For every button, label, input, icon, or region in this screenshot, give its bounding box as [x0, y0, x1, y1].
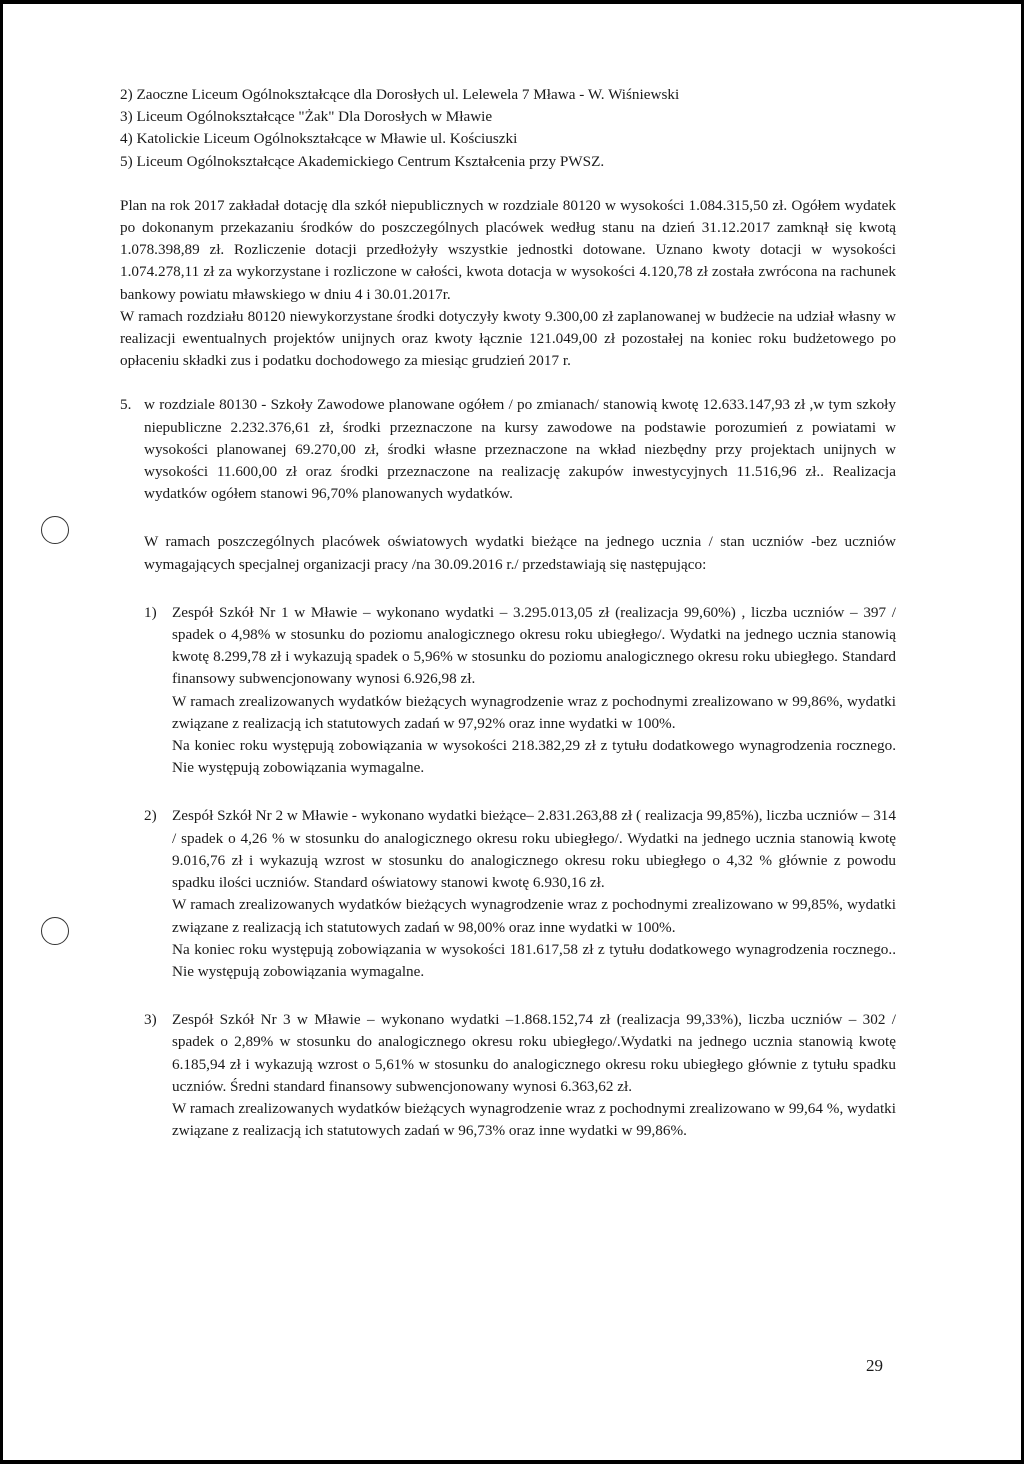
plan-paragraph: Plan na rok 2017 zakładał dotację dla szkół niepublicznych w rozdziale 80120 w wysokości 1.084.315,50 zł. Ogółem wydatek po dokonanym przekazaniu środków do poszczególnych placówek według stanu na dzień 31.12.2017 zamknął się kwotą 1.078.398,89 zł. Rozliczenie dotacji przedłożyły wszystkie jednostki dotowane. Uznano kwoty dotacji w wysokości 1.074.278,11 zł za wykorzystane i rozliczone w całości, kwota dotacja w wysokości 4.120,78 zł została zwrócona na rachunek bankowy powiatu mławskiego w dniu 4 i 30.01.2017r.	[120, 196, 896, 303]
document-body	[120, 84, 896, 1142]
item-number: 2)	[144, 807, 157, 825]
page-number: 29	[866, 1356, 883, 1375]
binder-hole-icon	[41, 516, 69, 544]
scan-border-top	[0, 0, 1024, 4]
item-text: Zespół Szkół Nr 1 w Mławie – wykonano wydatki – 3.295.013,05 zł (realizacja 99,60%) , liczba uczniów – 397 / spadek o 4,98% w stosunku do poziomu analogicznego okresu roku ubiegłego/. Wydatki na jednego ucznia stanowią kwotę 8.299,78 zł i wykazują spadek o 5,96% w stosunku do poziomu analogicznego okresu roku ubiegłego. Standard finansowy subwencjonowany wynosi 6.926,98 zł.	[172, 603, 896, 688]
item-number: 3)	[144, 1011, 157, 1029]
item-paragraph: W ramach zrealizowanych wydatków bieżących wynagrodzenie wraz z pochodnymi zrealizowano w 99,64 %, wydatki związane z realizacją ich statutowych zadań w 96,73% oraz inne wydatki w 99,86%.	[172, 1099, 896, 1140]
item-paragraph: W ramach zrealizowanych wydatków bieżących wynagrodzenie wraz z pochodnymi zrealizowano w 99,85%, wydatki związane z realizacją ich statutowych zadań w 98,00% oraz inne wydatki w 100%.	[172, 896, 896, 936]
list-item	[144, 805, 896, 894]
per-student-paragraph: W ramach poszczególnych placówek oświatowych wydatki bieżące na jednego ucznia / stan uczniów -bez uczniów wymagających specjalnej organizacji pracy /na 30.09.2016 r./ przedstawiają się następująco:	[144, 533, 896, 573]
item-number: 1)	[144, 603, 157, 621]
school-list-item: 5) Liceum Ogólnokształcące Akademickiego Centrum Kształcenia przy PWSZ.	[120, 152, 605, 170]
item-paragraph: W ramach zrealizowanych wydatków bieżących wynagrodzenie wraz z pochodnymi zrealizowano w 99,86%, wydatki związane z realizacją ich statutowych zadań w 97,92% oraz inne wydatki w 100%.	[172, 692, 896, 732]
binder-hole-icon	[41, 917, 69, 945]
unused-funds-paragraph: W ramach rozdziału 80120 niewykorzystane środki dotyczyły kwoty 9.300,00 zł zaplanowanej w budżecie na udział własny w realizacji ewentualnych projektów unijnych oraz kwoty łącznie 121.049,00 zł pozostałej na koniec roku budżetowego po opłaceniu składki zus i podatku dochodowego za miesiąc grudzień 2017 r.	[120, 307, 896, 370]
section-number: 5.	[120, 396, 132, 414]
list-item	[144, 1009, 896, 1098]
item-paragraph: Na koniec roku występują zobowiązania w wysokości 181.617,58 zł z tytułu dodatkowego wynagrodzenia rocznego.. Nie występują zobowiązania wymagalne.	[172, 940, 896, 980]
scan-border-bottom	[0, 1460, 1024, 1464]
school-list-item: 2) Zaoczne Liceum Ogólnokształcące dla Dorosłych ul. Lelewela 7 Mława - W. Wiśniewski	[120, 86, 680, 103]
scan-border-left	[0, 0, 3, 1464]
section-5	[120, 394, 896, 505]
list-item	[144, 602, 896, 691]
section-text: w rozdziale 80130 - Szkoły Zawodowe planowane ogółem / po zmianach/ stanowią kwotę 12.633.147,93 zł ,w tym szkoły niepubliczne 2.232.376,61 zł, środki przeznaczone na kursy zawodowe na podstawie porozumień z powiatami w wysokości planowanej 69.270,00 zł, środki własne przeznaczone na wkład niezbędny przy projektach unijnych w wysokości 11.600,00 zł oraz środki przeznaczone na realizację zakupów inwestycyjnych 11.516,96 zł.. Realizacja wydatków ogółem stanowi 96,70% planowanych wydatków.	[144, 396, 896, 503]
item-text: Zespół Szkół Nr 3 w Mławie – wykonano wydatki –1.868.152,74 zł (realizacja 99,33%), liczba uczniów – 302 / spadek o 2,89% w stosunku do analogicznego okresu roku ubiegłego/.Wydatki na jednego ucznia stanowią kwotę 6.185,94 zł i wykazują wzrost o 5,61% w stosunku do analogicznego okresu roku ubiegłego głównie z tytułu spadku uczniów. Średni standard finansowy subwencjonowany wynosi 6.363,62 zł.	[172, 1011, 896, 1095]
item-text: Zespół Szkół Nr 2 w Mławie - wykonano wydatki bieżące– 2.831.263,88 zł ( realizacja 99,85%), liczba uczniów – 314 / spadek o 4,26 % w stosunku do analogicznego okresu roku ubiegłego/. Wydatki na jednego ucznia stanowią kwotę 9.016,76 zł i wykazują wzrost w stosunku do analogicznego okresu roku ubiegłego o 4,32 % głównie z powodu spadku ilości uczniów. Standard oświatowy stanowi kwotę 6.930,16 zł.	[172, 807, 896, 892]
item-paragraph: Na koniec roku występują zobowiązania w wysokości 218.382,29 zł z tytułu dodatkowego wynagrodzenia rocznego. Nie występują zobowiązania wymagalne.	[172, 737, 896, 777]
school-list-item: 3) Liceum Ogólnokształcące "Żak" Dla Dorosłych w Mławie	[120, 108, 493, 126]
school-list-item: 4) Katolickie Liceum Ogólnokształcące w Mławie ul. Kościuszki	[120, 130, 518, 148]
